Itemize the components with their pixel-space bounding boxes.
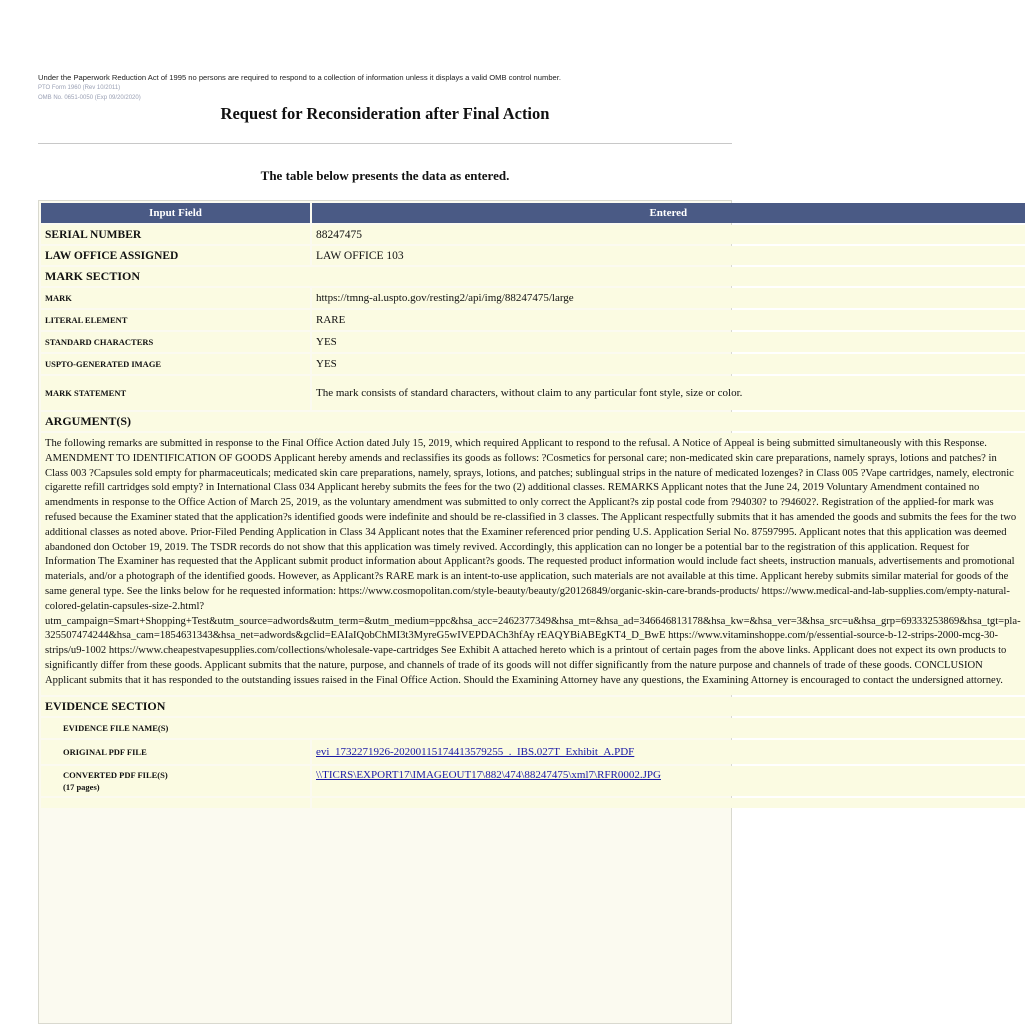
col-entered: Entered <box>312 203 1025 223</box>
table-row <box>41 332 1025 352</box>
table-row <box>41 766 1025 796</box>
argument-row <box>41 433 1025 695</box>
mark-statement-value: The mark consists of standard characters, without claim to any particular font style, size or color. <box>312 376 1025 410</box>
pto-form-number: PTO Form 1960 (Rev 10/2011) <box>38 85 121 91</box>
evidence-section-row <box>41 697 1025 716</box>
mark-label: MARK <box>41 288 310 308</box>
evidence-section-heading: EVIDENCE SECTION <box>41 697 1025 716</box>
argument-section-row <box>41 412 1025 431</box>
data-table-container <box>38 200 1021 1024</box>
table-row <box>41 376 1025 410</box>
standard-characters-value: YES <box>312 332 1025 352</box>
header-block <box>38 72 732 103</box>
table-row <box>41 310 1025 330</box>
table-row <box>41 225 1025 244</box>
table-row <box>41 798 1025 808</box>
uspto-image-label: USPTO-GENERATED IMAGE <box>41 354 310 374</box>
omb-number: OMB No. 0651-0050 (Exp 09/20/2020) <box>38 95 141 101</box>
empty-cell <box>41 798 310 808</box>
converted-pdf-link[interactable]: \\TICRS\EXPORT17\IMAGEOUT17\882\474\88247475\xml7\RFR0002.JPG <box>316 768 661 781</box>
argument-text: The following remarks are submitted in response to the Final Office Action dated July 15, 2019, which required Applicant to respond to the refusal. A Notice of Appeal is being submitted simultaneously with this Response. AMENDMENT TO IDENTIFICATION OF GOODS Applicant hereby amends and reclassifies its goods as follows: ?Cosmetics for personal care; non-medicated skin care preparations, namely sprays, lotions and patches? in Class 003 ?Capsules sold empty for pharmaceuticals; medicated skin care preparations, namely, sprays, lotions, and patches; sublingual strips in the nature of medicated lozenges? in Class 005 ?Vape cartridges, namely, electronic cigarette refill cartridges sold empty? in International Class 034 Applicant hereby submits the fees for the two (2) additional classes. REMARKS Applicant notes that the June 24, 2019 Voluntary Amendment contained no amendments in response to the Office Action of March 25, 2019, as the voluntary amendment was submitted to only correct the Applicant?s zip postal code from ?94030? to ?94602?. Registration of the applied-for mark was refused because the Examiner stated that the application?s identified goods were indefinite and should be re-classified in 3 classes. The Applicant respectfully submits that it has amended the goods and submits the fees for the two additional classes as noted above. Prior-Filed Pending Application in Class 34 Applicant notes that the Examiner referenced prior pending U.S. Application Serial No. 87597995. Applicant notes that this application was deemed abandoned don October 19, 2019. The TSDR records do not show that this application was timely revived. Accordingly, this application can no longer be a potential bar to the registration of this application. Request for Information The Examiner has requested that the Applicant submit product information about Applicant?s goods. The requested product information would include fact sheets, instruction manuals, advertisements and promotional materials, and/or a photograph of the identified goods. However, as Applicant?s RARE mark is an intent-to-use application, such materials are not available at this time. Applicant hereby submits similar material for goods of the same general type. See the links below for he requested information: https://www.cosmopolitan.com/style-beauty/beauty/g20126849/organic-skin-care-brands-products/ https://www.medical-and-lab-supplies.com/empty-natural-colored-gelatin-capsules-size-2.html? utm_campaign=Smart+Shopping+Test&utm_source=adwords&utm_term=&utm_medium=ppc&hsa_acc=2462377349&hsa_mt=&hsa_ad=346646813178&hsa_kw=&hsa_ver=3&hsa_src=u&hsa_grp=69333253869&hsa_tgt=pla-325507474244&hsa_cam=1854631343&hsa_net=adwords&gclid=EAIaIQobChMI3t3MyreG5wIVEPDACh3hfAy rEAQYBiABEgKT4_D_BwE https://www.vitaminshoppe.com/p/essential-source-b-12-strips-2000-mcg-30-strips/u9-1002 https://www.cheapestvapesupplies.com/collections/wholesale-vape-cartridges See Exhibit A attached hereto which is a printout of certain pages from the above links. Applicant does not expect its own products to significantly differ from these goods. Applicant submits that the nature, purpose, and channels of trade of its goods will not differ significantly from the nature purpose and channels of trade of these goods. CONCLUSION Applicant submits that it has responded to the outstanding issues raised in the Final Office Action. Should the Examining Attorney have any questions, the Examining Attorney is encouraged to contact the undersigned attorney. <box>41 433 1025 695</box>
converted-pdf-label-cell <box>41 766 310 796</box>
mark-statement-label: MARK STATEMENT <box>41 376 310 410</box>
argument-section-heading: ARGUMENT(S) <box>41 412 1025 431</box>
literal-element-value: RARE <box>312 310 1025 330</box>
table-row <box>41 288 1025 308</box>
mark-value: https://tmng-al.uspto.gov/resting2/api/img/88247475/large <box>312 288 1025 308</box>
data-table <box>39 201 1027 810</box>
literal-element-label: LITERAL ELEMENT <box>41 310 310 330</box>
serial-number-value: 88247475 <box>312 225 1025 244</box>
law-office-label: LAW OFFICE ASSIGNED <box>41 246 310 265</box>
converted-pdf-cell <box>312 766 1025 796</box>
mark-section-heading: MARK SECTION <box>41 267 1025 286</box>
table-row <box>41 246 1025 265</box>
table-row <box>41 354 1025 374</box>
evidence-file-names-row <box>41 718 1025 738</box>
mark-section-row <box>41 267 1025 286</box>
uspto-image-value: YES <box>312 354 1025 374</box>
original-pdf-link[interactable]: evi_1732271926-20200115174413579255_._IBS.027T_Exhibit_A.PDF <box>316 745 635 758</box>
divider <box>38 143 732 144</box>
table-header-row <box>41 203 1025 223</box>
col-input-field: Input Field <box>41 203 310 223</box>
table-row <box>41 740 1025 764</box>
standard-characters-label: STANDARD CHARACTERS <box>41 332 310 352</box>
law-office-value: LAW OFFICE 103 <box>312 246 1025 265</box>
paperwork-notice: Under the Paperwork Reduction Act of 1995 no persons are required to respond to a collection of information unless it displays a valid OMB control number. <box>38 73 561 82</box>
original-pdf-label: ORIGINAL PDF FILE <box>41 740 310 764</box>
converted-pdf-pages: (17 pages) <box>63 781 100 792</box>
table-subtitle: The table below presents the data as entered. <box>260 168 510 183</box>
converted-pdf-label: CONVERTED PDF FILE(S) <box>63 769 168 780</box>
page-title: Request for Reconsideration after Final Action <box>220 104 550 123</box>
evidence-file-names-label: EVIDENCE FILE NAME(S) <box>41 718 1025 738</box>
empty-cell <box>312 798 1025 808</box>
original-pdf-cell <box>312 740 1025 764</box>
serial-number-label: SERIAL NUMBER <box>41 225 310 244</box>
